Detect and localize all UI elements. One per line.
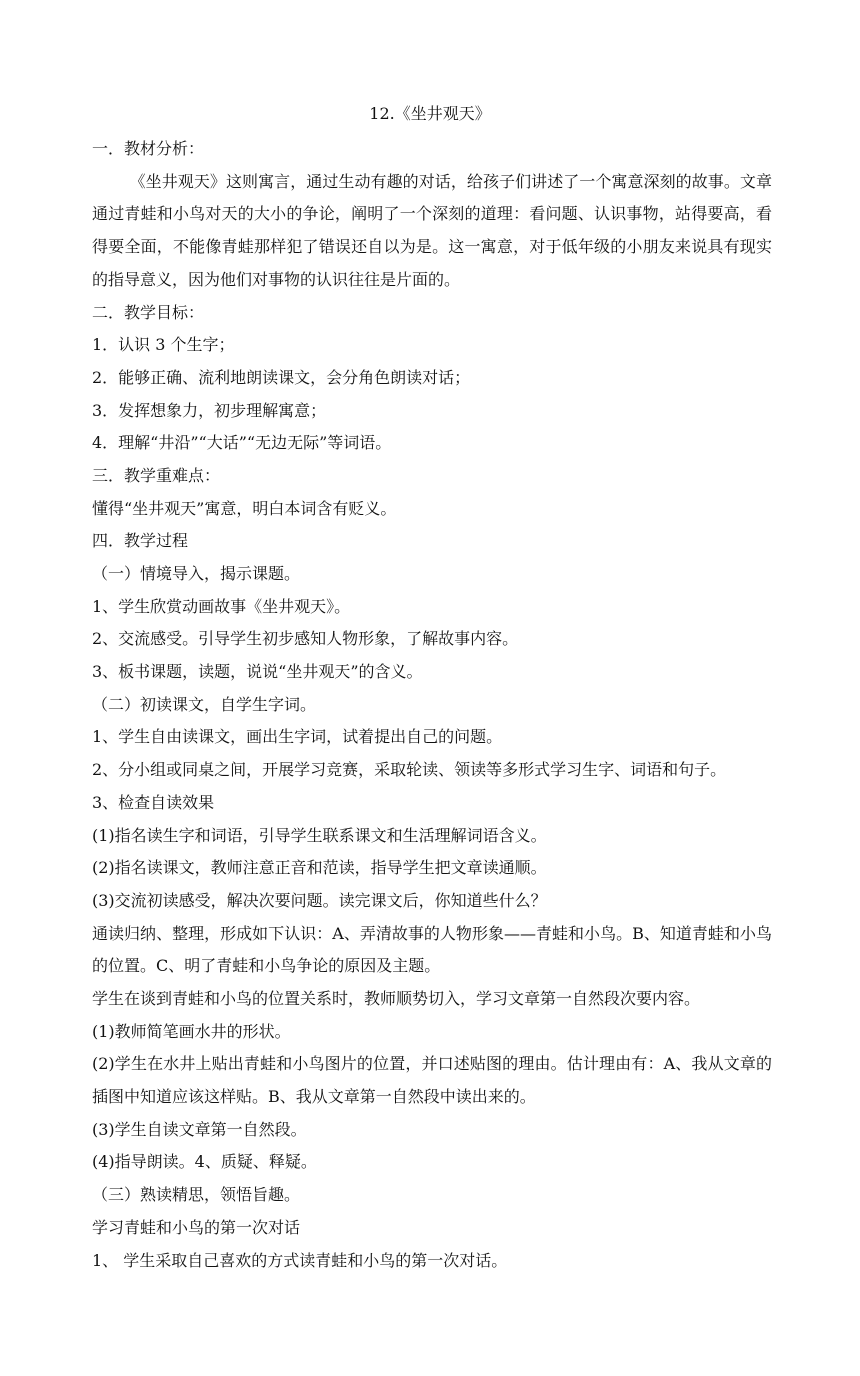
step-item: 1、 学生采取自己喜欢的方式读青蛙和小鸟的第一次对话。	[92, 1250, 508, 1270]
goals-heading: 二．教学目标：	[92, 302, 205, 322]
key-points-text: 懂得“坐井观天”寓意，明白本词含有贬义。	[92, 498, 397, 518]
step-item: 2、分小组或同桌之间，开展学习竞赛，采取轮读、领读等多形式学习生字、词语和句子。	[92, 760, 727, 780]
goal-item: 4．理解“井沿”“大话”“无边无际”等词语。	[92, 433, 392, 453]
step-heading: （三）熟读精思，领悟旨趣。	[92, 1185, 301, 1205]
goal-item: 3．发挥想象力，初步理解寓意；	[92, 400, 327, 420]
position-paragraph: 学生在谈到青蛙和小鸟的位置关系时，教师顺势切入，学习文章第一自然段次要内容。	[92, 988, 701, 1008]
step-item: 2、交流感受。引导学生初步感知人物形象，了解故事内容。	[92, 629, 519, 649]
step-item: 3、板书课题，读题，说说“坐井观天”的含义。	[92, 662, 423, 682]
step-item: (2)指名读课文，教师注意正音和范读，指导学生把文章读通顺。	[92, 858, 547, 878]
step-item: (1)指名读生字和词语，引导学生联系课文和生活理解词语含义。	[92, 825, 547, 845]
step-item: 1、学生自由读课文，画出生字词，试着提出自己的问题。	[92, 727, 503, 747]
document-title: 12.《坐井观天》	[369, 104, 491, 123]
step-heading: （二）初读课文，自学生字词。	[92, 694, 317, 714]
stick-paragraph: (2)学生在水井上贴出青蛙和小鸟图片的位置，并口述贴图的理由。估计理由有：A、我从文章的插图中知道应该这样贴。B、我从文章第一自然段中读出来的。	[92, 1054, 772, 1107]
step-item: (3)交流初读感受，解决次要问题。读完课文后，你知道些什么？	[92, 890, 547, 910]
step-item: 1、学生欣赏动画故事《坐井观天》。	[92, 596, 351, 616]
step-subheading: 学习青蛙和小鸟的第一次对话	[92, 1217, 301, 1237]
analysis-paragraph: 《坐井观天》这则寓言，通过生动有趣的对话，给孩子们讲述了一个寓意深刻的故事。文章通过青蛙和小鸟对天的大小的争论，阐明了一个深刻的道理：看问题、认识事物，站得要高，看得要全面，不能像青蛙那样犯了错误还自以为是。这一寓意，对于低年级的小朋友来说具有现实的指导意义，因为他们对事物的认识往往是片面的。	[92, 171, 772, 289]
process-heading: 四．教学过程	[92, 531, 189, 551]
key-points-heading: 三．教学重难点：	[92, 465, 221, 485]
step-item: (4)指导朗读。4、质疑、释疑。	[92, 1152, 317, 1172]
step-item: (3)学生自读文章第一自然段。	[92, 1119, 307, 1139]
goal-item: 1．认识 3 个生字；	[92, 335, 235, 355]
goal-item: 2．能够正确、流利地朗读课文，会分角色朗读对话；	[92, 367, 471, 387]
summary-paragraph: 通读归纳、整理，形成如下认识：A、弄清故事的人物形象——青蛙和小鸟。B、知道青蛙和小鸟的位置。C、明了青蛙和小鸟争论的原因及主题。	[92, 923, 772, 976]
step-item: (1)教师简笔画水井的形状。	[92, 1021, 291, 1041]
step-heading: （一）情境导入，揭示课题。	[92, 564, 301, 583]
document-body	[92, 133, 772, 1277]
analysis-heading: 一．教材分析：	[92, 139, 205, 158]
step-item: 3、检查自读效果	[92, 792, 215, 812]
